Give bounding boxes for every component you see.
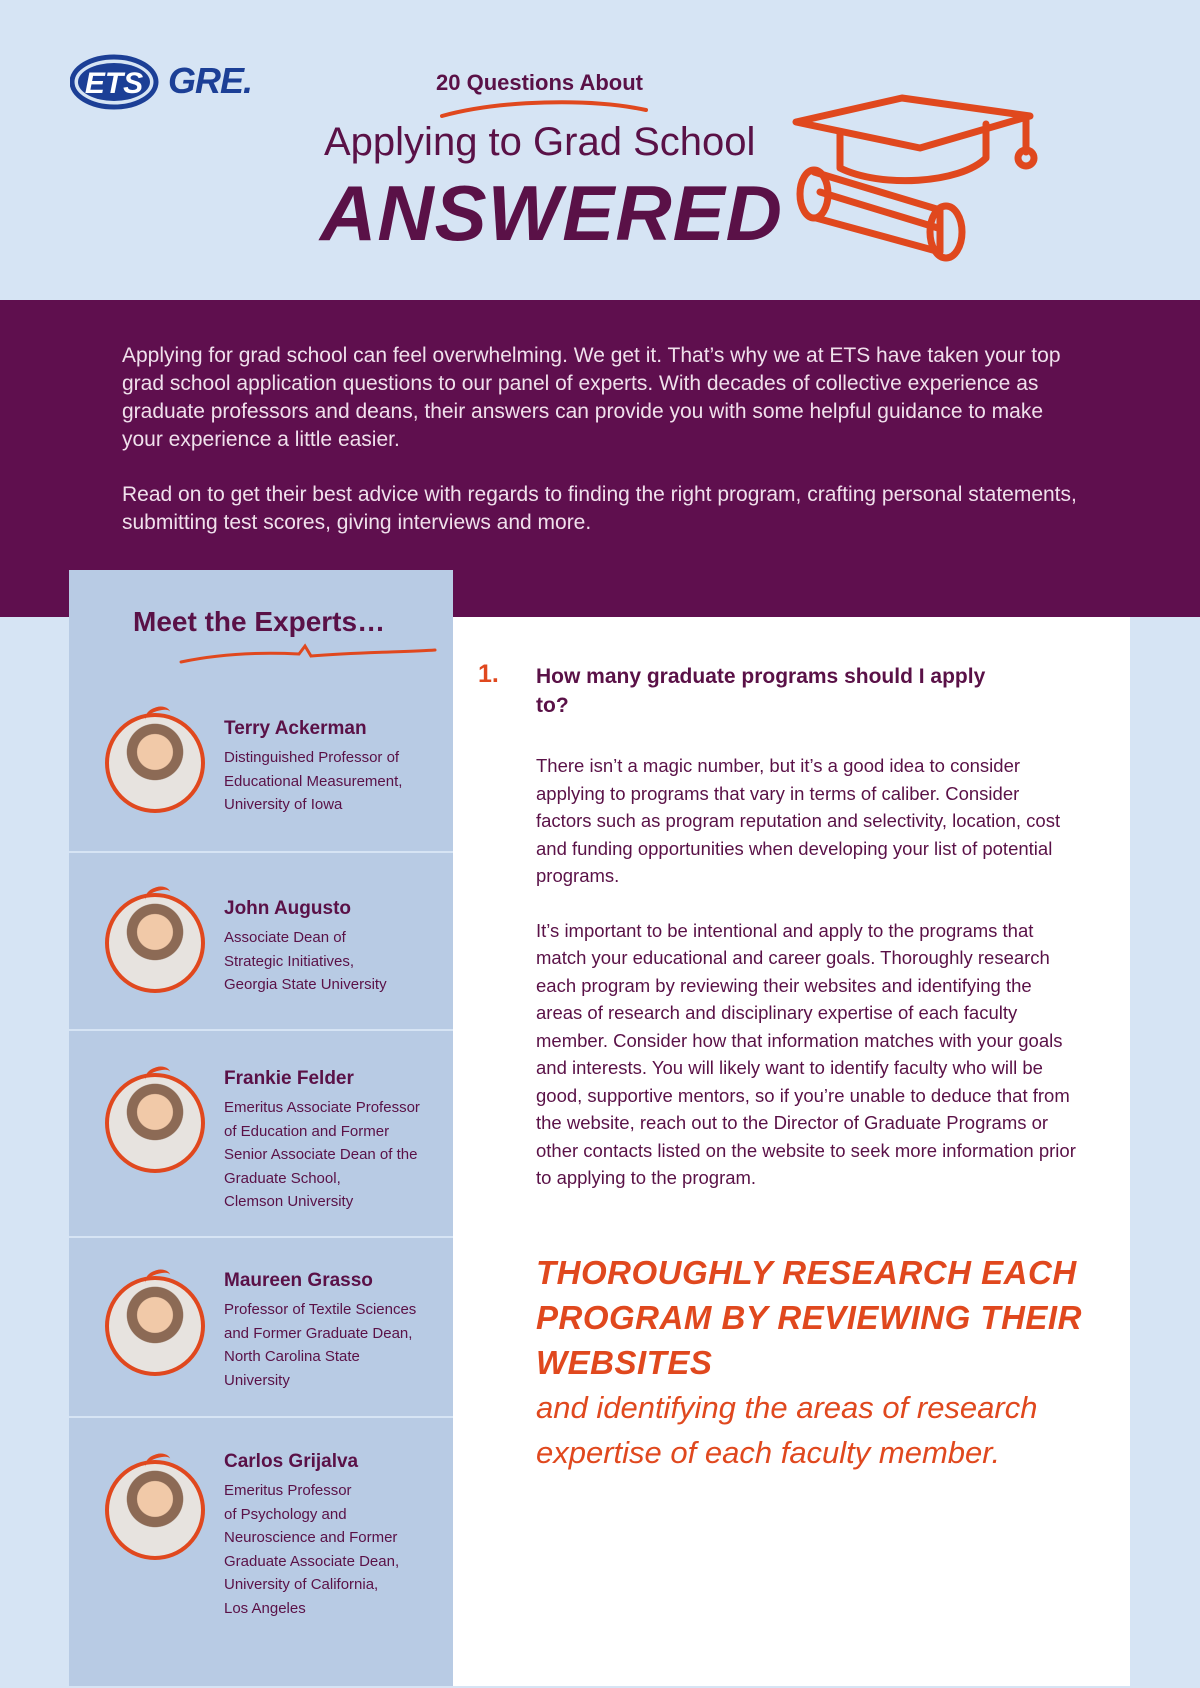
expert-card [69,1236,453,1416]
expert-name: Maureen Grasso [224,1270,373,1291]
ets-logo-text: ETS [84,67,144,100]
pull-quote-text: and identifying the areas of research expertise of each faculty member. [536,1390,1038,1470]
answer-text [536,752,1076,1219]
experts-panel [69,570,453,1686]
gre-logo-text: GRE. [168,60,253,101]
expert-role: Professor of Textile Sciences and Former Graduate Dean, North Carolina State University [224,1301,417,1389]
pull-quote [536,1250,1096,1475]
expert-photo-avatar [105,713,203,811]
expert-photo-avatar [105,1276,203,1374]
expert-role: Distinguished Professor of Educational Measurement, University of Iowa [224,749,403,813]
pull-quote-emphasis: THOROUGHLY RESEARCH EACH PROGRAM BY REVIEWING THEIR WEBSITES [536,1254,1082,1381]
expert-photo-avatar [105,1073,203,1171]
question-number: 1. [478,660,499,688]
expert-photo-avatar [105,893,203,991]
expert-role: Emeritus Associate Professor of Education and Former Senior Associate Dean of the Graduate School, Clemson University [224,1099,420,1210]
ets-logo-icon [70,52,160,110]
swoosh-underline-icon [440,98,650,120]
expert-card [69,1416,453,1688]
expert-name: Frankie Felder [224,1068,354,1089]
expert-name: John Augusto [224,898,351,919]
page-title: Applying to Grad School [324,120,756,164]
expert-card [69,1029,453,1236]
intro-text [122,342,1082,564]
expert-role: Emeritus Professor of Psychology and Neuroscience and Former Graduate Associate Dean, University of California, Los Angeles [224,1482,400,1617]
expert-name: Terry Ackerman [224,718,367,739]
expert-card [69,851,453,1029]
expert-card [69,570,453,850]
intro-paragraph: Read on to get their best advice with regards to finding the right program, crafting personal statements, submitting test scores, giving interviews and more. [122,483,1077,534]
expert-name: Carlos Grijalva [224,1451,359,1472]
question-title: How many graduate programs should I apply to? [536,665,986,717]
experts-title: Meet the Experts… [133,606,386,637]
expert-role: Associate Dean of Strategic Initiatives, Georgia State University [224,929,387,993]
ets-gre-logo [70,52,270,114]
intro-paragraph: Applying for grad school can feel overwhelming. We get it. That’s why we at ETS have taken your top grad school application questions to our panel of experts. With decades of collective experience as graduate professors and deans, their answers can provide you with some helpful guidance to make your experience a little easier. [122,344,1061,451]
answer-paragraph: It’s important to be intentional and apply to the programs that match your educational and career goals. Thoroughly research each program by reviewing their websites and identifying the areas of research and disciplinary expertise of each faculty member. Consider how that information matches with your goals and interests. You will likely want to identify faculty who will be good, supportive mentors, so if you’re unable to deduce that from the website, reach out to the Director of Graduate Programs or other contacts listed on the website to seek more information prior to applying to the program. [536,919,1076,1188]
answer-paragraph: There isn’t a magic number, but it’s a good idea to consider applying to programs that vary in terms of caliber. Consider factors such as program reputation and selectivity, location, cost and funding opportunities when developing your list of potential programs. [536,755,1061,886]
page-title-emphasis: ANSWERED [320,169,784,257]
over-title: 20 Questions About [436,70,643,95]
expert-photo-avatar [105,1460,203,1558]
graduation-cap-icon [790,92,1050,272]
